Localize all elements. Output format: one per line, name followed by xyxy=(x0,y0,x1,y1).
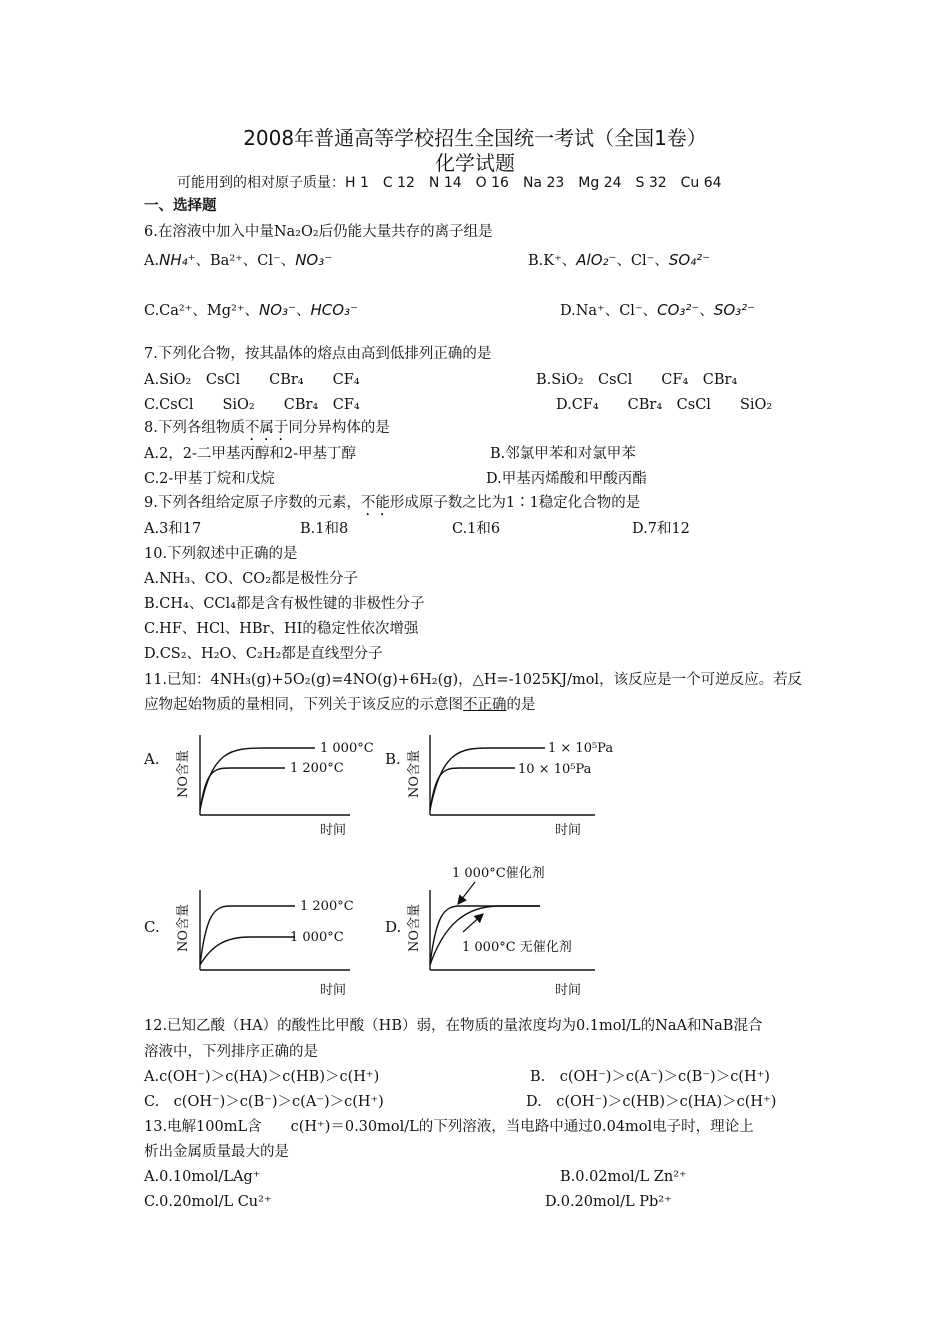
q10-option-a: A.NH₃、CO、CO₂都是极性分子 xyxy=(144,571,359,587)
q7-option-d: D.CF₄ CBr₄ CsCl SiO₂ xyxy=(556,397,773,413)
q8-stem xyxy=(144,418,390,444)
q12-line1: 12.已知乙酸（HA）的酸性比甲酸（HB）弱，在物质的量浓度均为0.1mol/L的NaA和NaB混合 xyxy=(144,1018,763,1034)
chart-c-label-lower: 1 000°C xyxy=(290,930,344,945)
q11-line1: 11.已知：4NH₃(g)+5O₂(g)=4NO(g)+6H₂(g)，△H=-1025KJ/mol，该反应是一个可逆反应。若反 xyxy=(144,672,803,688)
q9-option-d: D.7和12 xyxy=(632,521,690,537)
q8-option-d: D.甲基丙烯酸和甲酸丙酯 xyxy=(486,471,647,487)
chart-d-pointer-lower xyxy=(463,914,483,932)
chart-d-curve-lower xyxy=(430,906,540,965)
q9-stem-emphasis: 不能 xyxy=(360,495,390,511)
q6-c-sep: 、 xyxy=(295,303,311,319)
chart-a-xlabel: 时间 xyxy=(320,823,347,838)
q6-c-ion1: NO₃⁻ xyxy=(259,301,296,319)
q10-option-c: C.HF、HCl、HBr、HI的稳定性依次增强 xyxy=(144,621,419,637)
q6-b-prefix: B.K⁺、 xyxy=(528,253,577,269)
q13-option-b: B.0.02mol/L Zn²⁺ xyxy=(560,1169,687,1185)
q9-option-b: B.1和8 xyxy=(300,521,349,537)
q8-option-c: C.2-甲基丁烷和戊烷 xyxy=(144,471,275,487)
q6-d-prefix: D.Na⁺、Cl⁻、 xyxy=(560,303,658,319)
q9-option-c: C.1和6 xyxy=(452,521,501,537)
q11-line2 xyxy=(144,695,536,715)
q6-a-ion1: NH₄⁺ xyxy=(159,251,196,269)
q11-line2-emphasis: 不正确 xyxy=(463,697,507,713)
chart-d-letter: D. xyxy=(385,918,402,936)
chart-d-xlabel: 时间 xyxy=(555,983,582,998)
chart-c-curve-upper xyxy=(200,906,295,965)
q6-b-ion2: SO₄²⁻ xyxy=(668,251,711,269)
chart-b-label-upper: 1 × 10⁵Pa xyxy=(548,741,614,756)
q12-option-d: D. c(OH⁻)＞c(HB)＞c(HA)＞c(H⁺) xyxy=(526,1094,777,1110)
chart-a-curve-lower xyxy=(200,768,285,810)
chart-b-letter: B. xyxy=(385,750,401,768)
chart-d-curve-upper xyxy=(430,906,540,965)
q8-option-a: A.2，2-二甲基丙醇和2-甲基丁醇 xyxy=(144,446,357,462)
q13-option-a: A.0.10mol/LAg⁺ xyxy=(144,1169,261,1185)
q11-line2-post: 的是 xyxy=(506,697,536,713)
q6-b-sep: 、Cl⁻、 xyxy=(616,253,669,269)
q9-stem-post: 形成原子数之比为1∶1稳定化合物的是 xyxy=(389,495,641,511)
q6-a-ion2: NO₃⁻ xyxy=(295,251,333,269)
chart-b-curve-lower xyxy=(430,768,515,810)
q10-option-b: B.CH₄、CCl₄都是含有极性键的非极性分子 xyxy=(144,596,425,612)
exam-title: 2008年普通高等学校招生全国统一考试（全国1卷） xyxy=(243,126,707,150)
q6-option-a xyxy=(144,250,332,271)
q8-stem-post: 同分异构体的是 xyxy=(288,420,390,436)
q6-a-sep: 、Ba²⁺、Cl⁻、 xyxy=(195,253,296,269)
atomic-masses: 可能用到的相对原子质量：H 1 C 12 N 14 O 16 Na 23 Mg 24 S 32 Cu 64 xyxy=(177,175,722,191)
chart-d-ylabel: NO含量 xyxy=(407,903,422,952)
q7-option-b: B.SiO₂ CsCl CF₄ CBr₄ xyxy=(536,372,738,388)
q7-option-a: A.SiO₂ CsCl CBr₄ CF₄ xyxy=(144,372,360,388)
q11-charts xyxy=(140,720,620,1010)
q6-option-d xyxy=(560,300,755,321)
q12-option-b: B. c(OH⁻)＞c(A⁻)＞c(B⁻)＞c(H⁺) xyxy=(530,1069,770,1085)
q13-option-c: C.0.20mol/L Cu²⁺ xyxy=(144,1194,272,1210)
q11-line2-pre: 应物起始物质的量相同，下列关于该反应的示意图 xyxy=(144,697,463,713)
q6-option-b xyxy=(528,250,710,271)
q9-stem-pre: 9.下列各组给定原子序数的元素， xyxy=(144,495,361,511)
q8-stem-pre: 8.下列各组物质 xyxy=(144,420,245,436)
chart-b-ylabel: NO含量 xyxy=(407,749,422,798)
chart-a-letter: A. xyxy=(144,750,160,768)
chart-b-xlabel: 时间 xyxy=(555,823,582,838)
q10-stem: 10.下列叙述中正确的是 xyxy=(144,546,298,562)
chart-c-ylabel: NO含量 xyxy=(176,903,191,952)
chart-a-ylabel: NO含量 xyxy=(176,749,191,798)
q10-option-d: D.CS₂、H₂O、C₂H₂都是直线型分子 xyxy=(144,646,383,662)
q7-stem: 7.下列化合物，按其晶体的熔点由高到低排列正确的是 xyxy=(144,346,492,362)
q6-a-prefix: A. xyxy=(144,253,160,269)
q9-option-a: A.3和17 xyxy=(144,521,202,537)
chart-c-letter: C. xyxy=(144,918,160,936)
q6-stem: 6.在溶液中加入中量Na₂O₂后仍能大量共存的离子组是 xyxy=(144,224,493,240)
q12-option-c: C. c(OH⁻)＞c(B⁻)＞c(A⁻)＞c(H⁺) xyxy=(144,1094,384,1110)
q13-line2: 析出金属质量最大的是 xyxy=(144,1144,289,1160)
q12-line2: 溶液中，下列排序正确的是 xyxy=(144,1044,318,1060)
q6-b-ion1: AlO₂⁻ xyxy=(576,251,617,269)
exam-subtitle: 化学试题 xyxy=(435,151,515,175)
chart-a-label-lower: 1 200°C xyxy=(290,761,344,776)
q7-option-c: C.CsCl SiO₂ CBr₄ CF₄ xyxy=(144,397,360,413)
q13-line1: 13.电解100mL含 c(H⁺)＝0.30mol/L的下列溶液，当电路中通过0.04mol电子时，理论上 xyxy=(144,1119,754,1135)
q6-option-c xyxy=(144,300,358,321)
chart-d-pointer-upper xyxy=(458,882,475,904)
chart-d-label-upper: 1 000°C催化剂 xyxy=(452,866,545,881)
q12-option-a: A.c(OH⁻)＞c(HA)＞c(HB)＞c(H⁺) xyxy=(144,1069,380,1085)
chart-c-xlabel: 时间 xyxy=(320,983,347,998)
chart-b-label-lower: 10 × 10⁵Pa xyxy=(518,762,592,777)
q6-d-ion1: CO₃²⁻ xyxy=(657,301,700,319)
q6-c-ion2: HCO₃⁻ xyxy=(310,301,358,319)
q8-stem-emphasis: 不属于 xyxy=(244,420,289,436)
chart-a-label-upper: 1 000°C xyxy=(320,741,374,756)
chart-c-curve-lower xyxy=(200,937,295,965)
q6-d-ion2: SO₃²⁻ xyxy=(713,301,756,319)
chart-a-curve-upper xyxy=(200,748,315,810)
q8-option-b: B.邻氯甲苯和对氯甲苯 xyxy=(490,446,636,462)
q13-option-d: D.0.20mol/L Pb²⁺ xyxy=(545,1194,672,1210)
section-heading: 一、选择题 xyxy=(144,198,217,214)
chart-d-axes xyxy=(430,890,595,970)
q6-d-sep: 、 xyxy=(699,303,714,319)
chart-d-label-lower: 1 000°C 无催化剂 xyxy=(462,940,572,955)
chart-c-label-upper: 1 200°C xyxy=(300,899,354,914)
chart-b-curve-upper xyxy=(430,748,545,810)
q6-c-prefix: C.Ca²⁺、Mg²⁺、 xyxy=(144,303,259,319)
q9-stem xyxy=(144,493,640,519)
